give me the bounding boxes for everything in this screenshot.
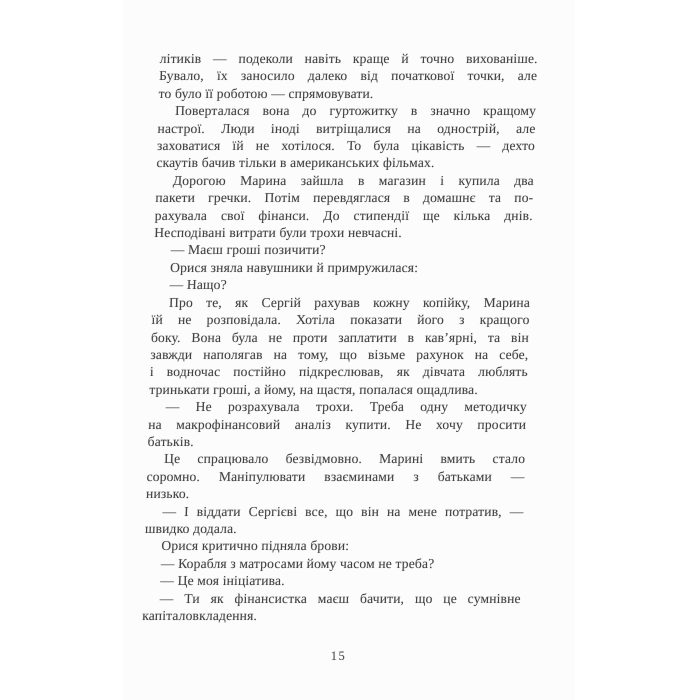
- paragraph: [144, 537, 523, 554]
- paragraph: [149, 294, 530, 398]
- text-line: Поверталася вона до гуртожитку в значно кращому: [174, 103, 537, 119]
- text-line: Несподівані витрати були трохи невчасні.: [154, 225, 403, 241]
- text-line: скаутів бачив тільки в американських фільмах.: [156, 155, 435, 171]
- text-line: капіталовкладення.: [141, 608, 258, 623]
- paragraph: [142, 590, 521, 625]
- paragraph: [153, 259, 532, 276]
- text-line: пакети гречки. Потім перевдяглася в домашнє та по-: [155, 190, 534, 206]
- text-line: заховатися їй не хотілося. То була цікавість — дехто: [156, 138, 536, 154]
- text-line: Це спрацювало безвідмовно. Марині вмить стало: [163, 451, 526, 467]
- text-line: — Корабля з матросами йому часом не треба?: [160, 555, 435, 571]
- text-line: Про те, як Сергій рахував кожну копійку, Марина: [168, 294, 531, 310]
- paragraph: [154, 172, 534, 242]
- text-line: — Це моя ініціатива.: [160, 573, 286, 589]
- text-line: Орися критично підняла брови:: [161, 538, 350, 554]
- paragraph: [152, 276, 531, 293]
- text-line: тринькати гроші, а йому, на щастя, попалася ощадлива.: [149, 381, 479, 397]
- text-line: рахувала свої фінанси. До стипендії ще кілька днів.: [154, 207, 534, 223]
- paragraph: [145, 503, 524, 538]
- paragraph: [156, 102, 536, 172]
- text-line: на макрофінансовий аналіз купити. Не хочу просити: [148, 416, 527, 432]
- text-line: соромно. Маніпулювати взаєминами з батьками —: [146, 468, 525, 484]
- paragraph: [146, 450, 526, 502]
- text-line: завжди наполягав на тому, що візьме рахунок на себе,: [150, 346, 529, 362]
- text-line: і водночас постійно підкреслював, як дівчата люблять: [149, 364, 529, 380]
- paragraph: [147, 398, 527, 450]
- paragraph: [158, 50, 538, 102]
- text-line: — І віддати Сергієві все, що він на мене потратив, —: [162, 503, 524, 519]
- text-line: настрої. Люди іноді витріщалися на однострій, але: [157, 120, 536, 136]
- text-line: літиків — подеколи навіть краще й точно вихованіше.: [159, 51, 538, 66]
- text-line: — Не розрахувала трохи. Треба одну методичку: [165, 399, 528, 415]
- text-line: то було її роботою — спрямовувати.: [158, 85, 374, 101]
- paragraph: [143, 572, 522, 589]
- text-line: їй не розповідала. Хотіла показати його з кращого: [151, 312, 530, 328]
- page-number: 15: [330, 649, 347, 663]
- paragraph: [153, 241, 532, 258]
- text-line: Орися зняла навушники й примружилася:: [169, 259, 419, 275]
- text-line: — Маєш гроші позичити?: [170, 242, 326, 258]
- paragraph: [144, 555, 523, 572]
- text-line: швидко додала.: [144, 520, 238, 536]
- page-text: [142, 50, 538, 624]
- text-line: — Нащо?: [169, 277, 228, 293]
- text-line: — Ти як фінансистка маєш бачити, що це сумнівне: [159, 590, 522, 606]
- text-line: боку. Вона була не проти заплатити в кав’ярні, та він: [150, 329, 530, 345]
- text-line: Бувало, їх заносило далеко від початкової точки, але: [158, 68, 538, 84]
- text-line: батьків.: [147, 433, 195, 449]
- text-line: Дорогою Марина зайшла в магазин і купила два: [172, 172, 535, 188]
- text-line: низько.: [145, 486, 190, 502]
